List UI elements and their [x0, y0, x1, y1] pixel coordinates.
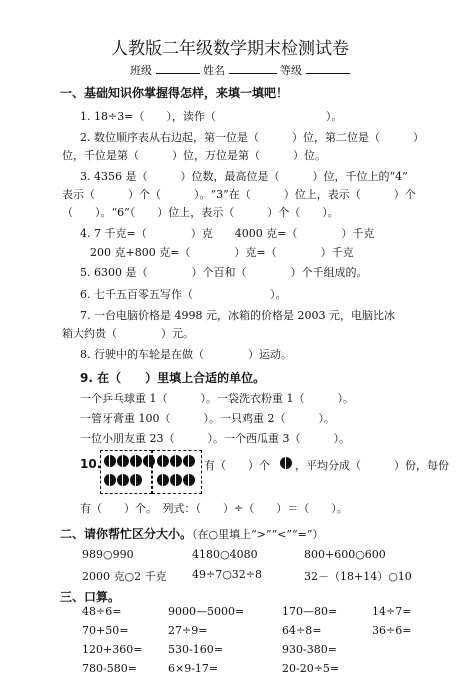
question-9-heading: 9. 在（ ）里填上合适的单位。	[80, 371, 266, 385]
question-2-line2: 位，千位是第（ ）位，万位是第（ ）位。	[62, 149, 326, 162]
student-info-line	[130, 62, 350, 78]
calc-item: 64÷8=	[282, 624, 322, 637]
question-3-line3: （ ）。“6”（ ）位上，表示（ ）个（ ）。	[62, 206, 339, 219]
grade-blank[interactable]	[306, 63, 350, 74]
question-9-row3: 一位小朋友重 23（ ）。一个西瓜重 3（ ）。	[80, 432, 350, 445]
question-10-line2: 有（ ）个。 列式：（ ）÷（ ）＝（ ）。	[80, 502, 348, 515]
dot-icon	[104, 455, 116, 467]
class-label: 班级	[130, 64, 152, 77]
question-2-line1: 2. 数位顺序表从右边起，第一位是（ ）位，第二位是（ ）	[80, 131, 424, 144]
section2-heading	[60, 525, 324, 542]
calc-item: 9000—5000=	[168, 605, 245, 618]
dot-icon	[143, 455, 155, 467]
calc-item: 14÷7=	[372, 605, 412, 618]
question-10-text-b: ，平均分成（ ）份，每份	[295, 459, 449, 472]
calc-item: 48÷6=	[82, 605, 122, 618]
dot-icon	[117, 474, 129, 486]
dot-icon	[157, 474, 169, 486]
name-label: 姓名	[203, 64, 225, 77]
question-9-row2: 一管牙膏重 100（ ）。一只鸡重 2（ ）。	[80, 412, 335, 425]
grade-label: 等级	[280, 64, 302, 77]
compare-r1-c1: 989○990	[82, 548, 134, 561]
dot-icon	[183, 455, 195, 467]
dot-icon	[104, 474, 116, 486]
dot-icon	[157, 455, 169, 467]
question-10-text-a: 有（ ）个	[204, 459, 270, 472]
compare-r1-c2: 4180○4080	[192, 548, 258, 561]
question-7-line1: 7. 一台电脑价格是 4998 元，冰箱的价格是 2003 元，电脑比冰	[80, 309, 395, 322]
calc-item: 27÷9=	[168, 624, 208, 637]
question-8: 8. 行驶中的车轮是在做（ ）运动。	[80, 348, 292, 361]
calc-item: 780-580=	[82, 662, 137, 675]
calc-item: 6×9-17=	[168, 662, 219, 675]
compare-r1-c3: 800+600○600	[304, 548, 386, 561]
question-4-line2: 200 克+800 克=（ ）克=（ ）千克	[90, 246, 354, 259]
question-7-line2: 箱大约贵（ ）元。	[62, 327, 194, 340]
compare-r2-c2: 49÷7○32÷8	[192, 568, 263, 581]
section3-heading: 三、口算。	[60, 590, 121, 604]
question-3-line1: 3. 4356 是（ ）位数，最高位是（ ）位，千位上的“4”	[80, 170, 408, 183]
class-blank[interactable]	[156, 63, 200, 74]
calc-item: 120+360=	[82, 643, 143, 656]
question-6: 6. 七千五百零五写作（ ）。	[80, 288, 287, 301]
question-10-number: 10.	[80, 457, 102, 471]
page-title: 人教版二年级数学期末检测试卷	[111, 39, 349, 59]
dot-icon	[130, 455, 142, 467]
compare-r2-c1: 2000 克○2 千克	[82, 570, 167, 583]
dot-icon	[130, 474, 142, 486]
calc-item: 20-20÷5=	[282, 662, 340, 675]
dot-icon	[170, 474, 182, 486]
dot-icon	[117, 455, 129, 467]
calc-item: 70+50=	[82, 624, 129, 637]
dot-icon	[170, 455, 182, 467]
calc-item: 170—80=	[282, 605, 338, 618]
calc-item: 36÷6=	[372, 624, 412, 637]
sample-dot-icon	[280, 457, 292, 469]
question-3-line2: 表示（ ）个（ ）。“3”在（ ）位上，表示（ ）个	[62, 188, 416, 201]
calc-item: 530-160=	[168, 643, 223, 656]
question-9-row1: 一个乒乓球重 1（ ）。一袋洗衣粉重 1（ ）。	[80, 392, 354, 405]
name-blank[interactable]	[229, 63, 277, 74]
question-4-line1: 4. 7 千克=（ ）克 4000 克=（ ）千克	[80, 227, 375, 240]
section2-title: 二、请你帮忙区分大小。	[60, 527, 193, 541]
question-1: 1. 18÷3=（ ），读作（ ）。	[80, 110, 343, 123]
question-5: 5. 6300 是（ ）个百和（ ）个千组成的。	[80, 266, 368, 279]
section2-note: （在○里填上“>”“<”“=”）	[192, 528, 324, 541]
section1-heading: 一、基础知识你掌握得怎样，来填一填吧！	[60, 86, 289, 100]
compare-r2-c3: 32－（18+14）○10	[304, 570, 412, 583]
calc-item: 930-380=	[282, 643, 337, 656]
dot-icon	[183, 474, 195, 486]
